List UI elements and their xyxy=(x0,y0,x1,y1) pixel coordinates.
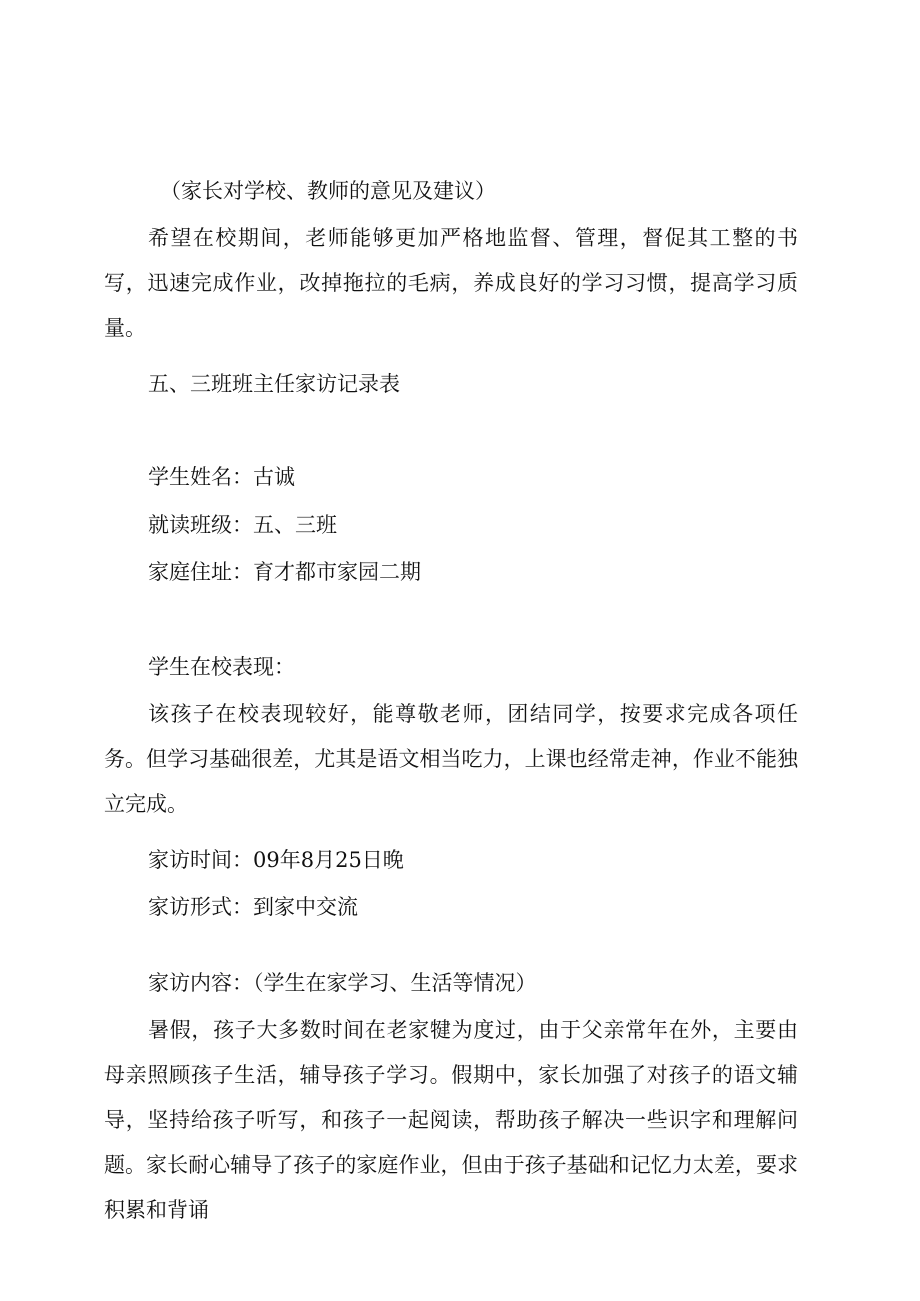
visit-time: 家访时间：09年8月25日晚 xyxy=(148,848,404,872)
visit-content-text: 暑假，孩子大多数时间在老家犍为度过，由于父亲常年在外，主要由母亲照顾孩子生活，辅导孩子学习。假期中，家长加强了对孩子的语文辅导，坚持给孩子听写，和孩子一起阅读，帮助孩子解决一些识字和理解问题。家长耐心辅导了孩子的家庭作业，但由于孩子基础和记忆力太差，要求积累和背诵 xyxy=(104,1018,798,1222)
school-performance-heading: 学生在校表现： xyxy=(148,655,295,679)
parent-opinion-text: 希望在校期间，老师能够更加严格地监督、管理，督促其工整的书写，迅速完成作业，改掉拖拉的毛病，养成良好的学习习惯，提高学习质量。 xyxy=(104,226,798,340)
visit-form: 家访形式：到家中交流 xyxy=(148,895,358,919)
home-address: 家庭住址：育才都市家园二期 xyxy=(148,560,421,584)
section-title: 五、三班班主任家访记录表 xyxy=(148,372,400,396)
parent-opinion-heading: （家长对学校、教师的意见及建议） xyxy=(160,179,496,203)
student-name: 学生姓名：古诚 xyxy=(148,465,295,489)
student-class: 就读班级：五、三班 xyxy=(148,513,337,537)
school-performance-text: 该孩子在校表现较好，能尊敬老师，团结同学，按要求完成各项任务。但学习基础很差，尤其是语文相当吃力，上课也经常走神，作业不能独立完成。 xyxy=(104,702,798,816)
visit-content-heading: 家访内容：（学生在家学习、生活等情况） xyxy=(148,971,537,995)
